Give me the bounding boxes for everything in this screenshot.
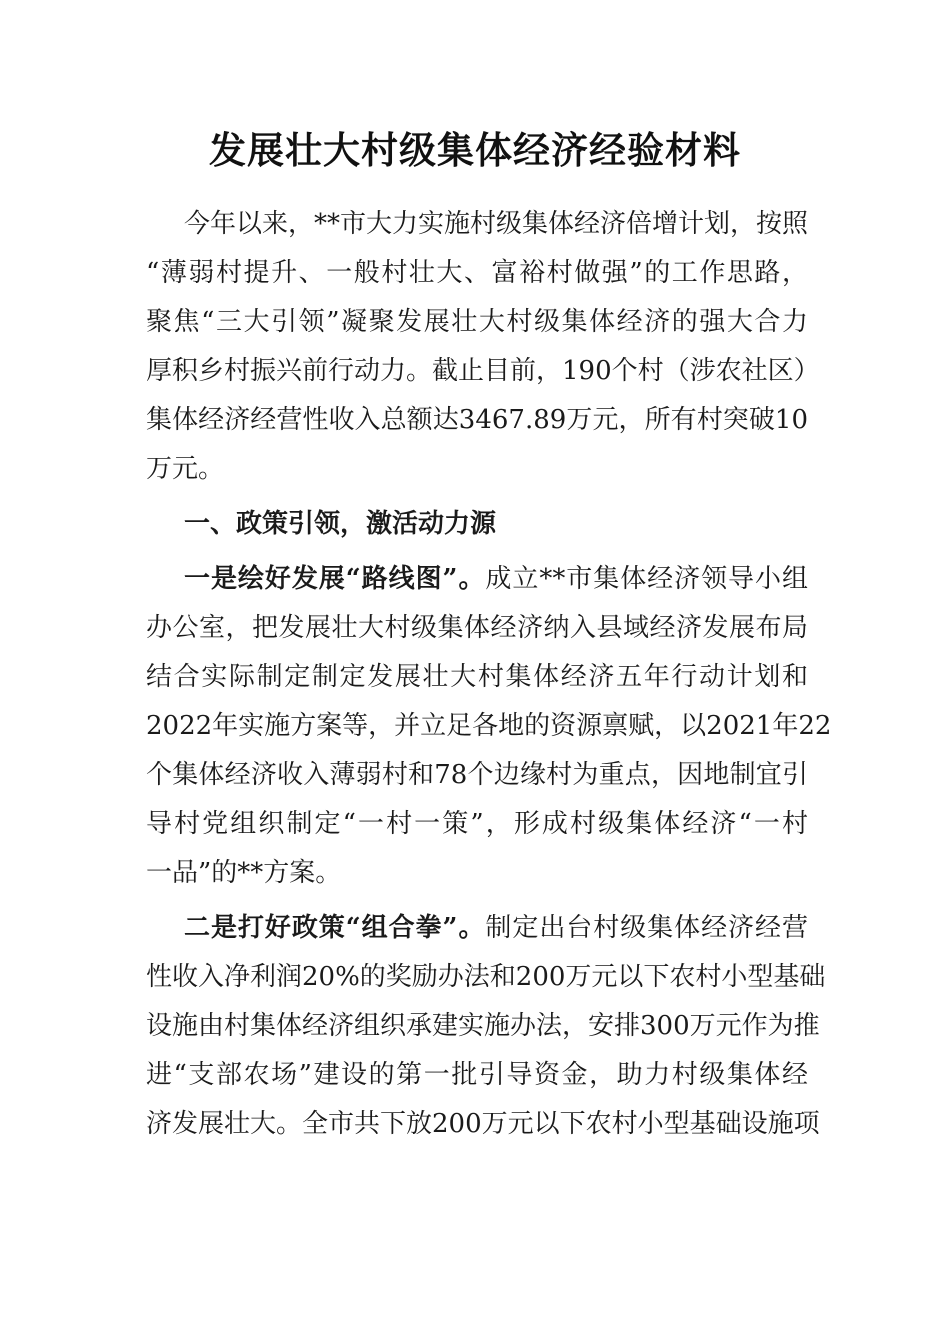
- text-line: 性收入净利润20%的奖励办法和200万元以下农村小型基础: [146, 962, 826, 992]
- text-line: 设施由村集体经济组织承建实施办法，安排300万元作为推: [146, 1011, 820, 1041]
- section-heading: 一、政策引领，激活动力源: [184, 509, 497, 539]
- text-line: 济发展壮大。全市共下放200万元以下农村小型基础设施项: [146, 1109, 820, 1139]
- intro-paragraph: [146, 200, 820, 494]
- text-line: 进“支部农场”建设的第一批引导资金，助力村级集体经: [146, 1060, 808, 1090]
- text-line: 厚积乡村振兴前行动力。截止目前，190个村（涉农社区）: [146, 356, 820, 386]
- paragraph-text: 成立**市集体经济领导小组: [485, 564, 808, 594]
- text-line: 办公室，把发展壮大村级集体经济纳入县域经济发展布局: [146, 613, 808, 643]
- text-line: 集体经济经营性收入总额达3467.89万元，所有村突破10: [146, 405, 808, 435]
- paragraph-lead: 二是打好政策“组合拳”。: [184, 913, 486, 943]
- paragraph-text: 制定出台村级集体经济经营: [485, 913, 808, 943]
- document-title: 发展壮大村级集体经济经验材料: [209, 128, 741, 172]
- paragraph-policy: [146, 904, 826, 1149]
- text-line: 个集体经济收入薄弱村和78个边缘村为重点，因地制宜引: [146, 760, 808, 790]
- text-line: 聚焦“三大引领”凝聚发展壮大村级集体经济的强大合力: [146, 307, 808, 337]
- text-line: 今年以来，**市大力实施村级集体经济倍增计划，按照: [184, 209, 809, 239]
- text-line: 2022年实施方案等，并立足各地的资源禀赋，以2021年22: [146, 711, 832, 741]
- text-line: 万元。: [146, 454, 225, 484]
- text-line: [146, 555, 808, 604]
- text-line: “薄弱村提升、一般村壮大、富裕村做强”的工作思路，: [146, 258, 808, 288]
- paragraph-roadmap: [146, 555, 832, 898]
- document-body: [146, 200, 832, 1149]
- text-line: 一品”的**方案。: [146, 858, 342, 888]
- paragraph-lead: 一是绘好发展“路线图”。: [184, 564, 486, 594]
- text-line: [146, 904, 808, 953]
- text-line: 结合实际制定制定发展壮大村集体经济五年行动计划和: [146, 662, 808, 692]
- text-line: 导村党组织制定“一村一策”，形成村级集体经济“一村: [146, 809, 808, 839]
